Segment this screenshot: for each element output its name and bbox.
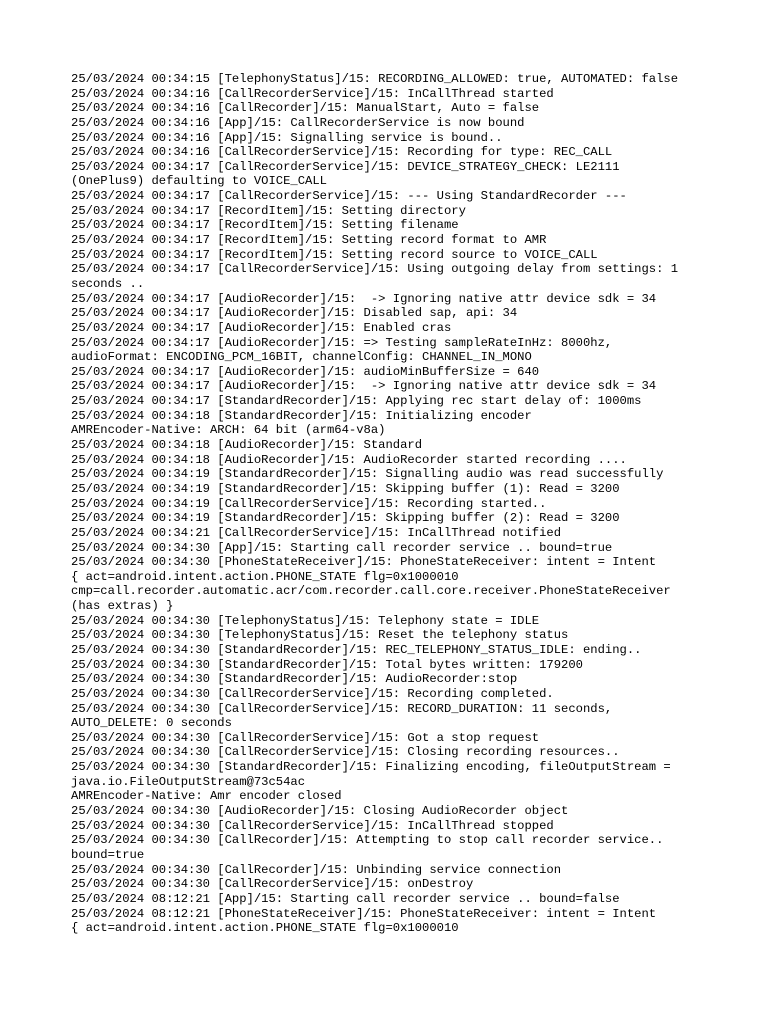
log-line: 25/03/2024 00:34:16 [App]/15: CallRecorderService is now bound <box>71 115 525 130</box>
log-line: 25/03/2024 08:12:21 [App]/15: Starting call recorder service .. bound=false <box>71 891 620 906</box>
log-line: AMREncoder-Native: ARCH: 64 bit (arm64-v8a) <box>71 423 386 438</box>
log-line: 25/03/2024 00:34:17 [CallRecorderService]/15: DEVICE_STRATEGY_CHECK: LE2111 <box>71 159 620 174</box>
log-line: 25/03/2024 00:34:30 [CallRecorder]/15: Attempting to stop call recorder service.. <box>71 833 664 848</box>
log-line: 25/03/2024 00:34:17 [AudioRecorder]/15: Disabled sap, api: 34 <box>71 306 518 321</box>
log-line: 25/03/2024 00:34:30 [StandardRecorder]/15: REC_TELEPHONY_STATUS_IDLE: ending.. <box>71 642 642 657</box>
log-line: 25/03/2024 00:34:16 [CallRecorder]/15: ManualStart, Auto = false <box>71 101 540 116</box>
log-line: 25/03/2024 00:34:18 [StandardRecorder]/15: Initializing encoder <box>71 408 532 423</box>
log-line: 25/03/2024 00:34:16 [App]/15: Signalling service is bound.. <box>71 130 503 145</box>
log-line: 25/03/2024 00:34:19 [CallRecorderService]/15: Recording started.. <box>71 496 547 511</box>
log-line: 25/03/2024 00:34:18 [AudioRecorder]/15: AudioRecorder started recording .... <box>71 452 627 467</box>
log-line: 25/03/2024 00:34:17 [RecordItem]/15: Setting record format to AMR <box>71 233 547 248</box>
log-line: 25/03/2024 00:34:30 [CallRecorder]/15: Unbinding service connection <box>71 862 562 877</box>
log-line: 25/03/2024 00:34:17 [AudioRecorder]/15: Enabled cras <box>71 320 452 335</box>
log-line: 25/03/2024 00:34:30 [TelephonyStatus]/15: Reset the telephony status <box>71 628 569 643</box>
log-line: 25/03/2024 00:34:15 [TelephonyStatus]/15: RECORDING_ALLOWED: true, AUTOMATED: false <box>71 72 679 86</box>
log-line: 25/03/2024 00:34:17 [RecordItem]/15: Setting record source to VOICE_CALL <box>71 247 598 262</box>
log-line: 25/03/2024 00:34:19 [StandardRecorder]/15: Skipping buffer (2): Read = 3200 <box>71 511 620 526</box>
log-line: bound=true <box>71 847 145 862</box>
log-line: 25/03/2024 00:34:30 [App]/15: Starting call recorder service .. bound=true <box>71 540 613 555</box>
log-line: 25/03/2024 00:34:17 [CallRecorderService]/15: Using outgoing delay from settings: 1 <box>71 262 679 277</box>
log-line: cmp=call.recorder.automatic.acr/com.recorder.call.core.receiver.PhoneStateReceiver <box>71 584 671 599</box>
log-line: 25/03/2024 00:34:30 [CallRecorderService]/15: RECORD_DURATION: 11 seconds, <box>71 701 613 716</box>
log-line: { act=android.intent.action.PHONE_STATE flg=0x1000010 <box>71 921 459 936</box>
log-line: 25/03/2024 00:34:16 [CallRecorderService]/15: InCallThread started <box>71 86 554 101</box>
log-line: 25/03/2024 00:34:17 [AudioRecorder]/15: audioMinBufferSize = 640 <box>71 364 540 379</box>
log-line: 25/03/2024 00:34:17 [CallRecorderService]/15: --- Using StandardRecorder --- <box>71 189 627 204</box>
log-line: 25/03/2024 00:34:30 [StandardRecorder]/15: Total bytes written: 179200 <box>71 657 583 672</box>
log-line: 25/03/2024 00:34:30 [StandardRecorder]/15: Finalizing encoding, fileOutputStream = <box>71 760 671 775</box>
log-line: 25/03/2024 08:12:21 [PhoneStateReceiver]/15: PhoneStateReceiver: intent = Intent <box>71 906 657 921</box>
log-line: audioFormat: ENCODING_PCM_16BIT, channelConfig: CHANNEL_IN_MONO <box>71 350 532 365</box>
log-line: 25/03/2024 00:34:17 [RecordItem]/15: Setting filename <box>71 218 459 233</box>
log-line: 25/03/2024 00:34:17 [StandardRecorder]/15: Applying rec start delay of: 1000ms <box>71 394 642 409</box>
log-line: 25/03/2024 00:34:30 [CallRecorderService]/15: Recording completed. <box>71 686 554 701</box>
log-line: 25/03/2024 00:34:17 [RecordItem]/15: Setting directory <box>71 203 466 218</box>
log-line: 25/03/2024 00:34:30 [CallRecorderService]/15: Closing recording resources.. <box>71 745 620 760</box>
log-line: 25/03/2024 00:34:17 [AudioRecorder]/15: => Testing sampleRateInHz: 8000hz, <box>71 335 613 350</box>
log-line: 25/03/2024 00:34:17 [AudioRecorder]/15: -> Ignoring native attr device sdk = 34 <box>71 291 657 306</box>
log-line: 25/03/2024 00:34:30 [PhoneStateReceiver]/15: PhoneStateReceiver: intent = Intent <box>71 555 657 570</box>
log-line: 25/03/2024 00:34:30 [AudioRecorder]/15: Closing AudioRecorder object <box>71 804 569 819</box>
log-line: 25/03/2024 00:34:30 [CallRecorderService]/15: InCallThread stopped <box>71 818 554 833</box>
log-line: 25/03/2024 00:34:19 [StandardRecorder]/15: Skipping buffer (1): Read = 3200 <box>71 481 620 496</box>
log-line: 25/03/2024 00:34:18 [AudioRecorder]/15: Standard <box>71 438 423 453</box>
log-line: java.io.FileOutputStream@73c54ac <box>71 774 306 789</box>
log-line: 25/03/2024 00:34:30 [StandardRecorder]/15: AudioRecorder:stop <box>71 672 518 687</box>
log-line: 25/03/2024 00:34:17 [AudioRecorder]/15: -> Ignoring native attr device sdk = 34 <box>71 379 657 394</box>
log-line: (OnePlus9) defaulting to VOICE_CALL <box>71 174 327 189</box>
log-line: 25/03/2024 00:34:16 [CallRecorderService]/15: Recording for type: REC_CALL <box>71 145 613 160</box>
log-line: 25/03/2024 00:34:30 [TelephonyStatus]/15: Telephony state = IDLE <box>71 613 540 628</box>
log-line: seconds .. <box>71 276 145 291</box>
log-line: (has extras) } <box>71 599 174 614</box>
log-line: 25/03/2024 00:34:30 [CallRecorderService]/15: onDestroy <box>71 877 474 892</box>
log-line: 25/03/2024 00:34:19 [StandardRecorder]/15: Signalling audio was read successfully <box>71 467 664 482</box>
log-line: 25/03/2024 00:34:21 [CallRecorderService]/15: InCallThread notified <box>71 525 562 540</box>
log-line: 25/03/2024 00:34:30 [CallRecorderService]/15: Got a stop request <box>71 730 540 745</box>
log-line: AUTO_DELETE: 0 seconds <box>71 716 232 731</box>
log-line: { act=android.intent.action.PHONE_STATE flg=0x1000010 <box>71 569 459 584</box>
log-line: AMREncoder-Native: Amr encoder closed <box>71 789 342 804</box>
log-text <box>71 72 711 936</box>
